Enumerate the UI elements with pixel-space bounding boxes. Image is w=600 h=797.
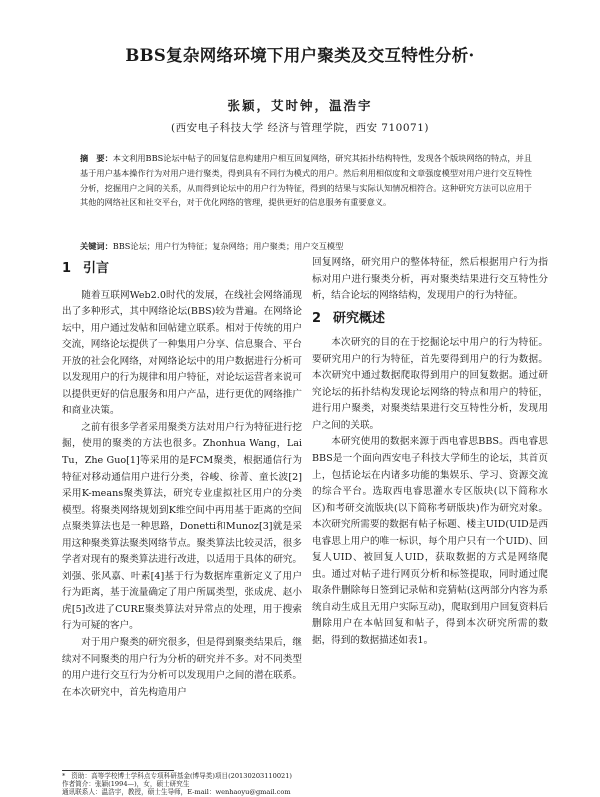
keywords-text: BBS论坛；用户行为特征；复杂网络；用户聚类；用户交互模型: [112, 241, 344, 251]
section-1-continued-paragraph: 回复网络，研究用户的整体特征，然后根据用户行为指标对用户进行聚类分析，再对聚类结果进行交互特性分析，结合论坛的网络结构，发现用户的行为特征。: [312, 257, 548, 302]
footnotes: [62, 772, 542, 797]
footnote-star-icon: *: [62, 772, 66, 780]
section-1-paragraph: 之前有很多学者采用聚类方法对用户行为特征进行挖掘，使用的聚类的方法也很多。Zhonhua Wang，Lai Tu，Zhe Guo[1]等采用的是FCM聚类，根据通信行为特征对移动通信用户进行分类，谷峻、徐菁、童长波[2]采用K-means聚类算法，研究专业虚拟社区用户的分类模型。将聚类网络规划到K维空间中再用基于距离的空间点聚类算法也是一种思路，Donetti和Munoz[3]就是采用这种聚类算法聚类网络节点。聚类算法比较灵活，很多学者对现有的聚类算法进行改进，以适用于具体的研究。刘强、张风嘉、叶素[4]基于行为数据库重新定义了用户行为距离，基于流量确定了用户所属类型，张成虎、赵小虎[5]改进了CURE聚类算法对异常点的处理，用于搜索行为可疑的客户。: [62, 421, 302, 632]
section-2-heading: [312, 311, 548, 328]
section-1-heading: [62, 261, 302, 278]
section-1-number: 1: [62, 261, 72, 276]
author-list: 张颖，艾时钟，温浩宇: [227, 98, 373, 113]
section-1-paragraph: 对于用户聚类的研究很多，但是得到聚类结果后，继续对不同聚类的用户行为分析的研究并不多。对不同类型的用户进行交互行为分析可以发现用户之间的潜在联系。在本次研究中，首先构造用户: [62, 637, 302, 698]
section-2-title: 研究概述: [333, 310, 386, 326]
paper-title: BBS复杂网络环境下用户聚类及交互特性分析·: [125, 46, 475, 65]
section-2-paragraph: 本次研究的目的在于挖掘论坛中用户的行为特征。要研究用户的行为特征，首先要得到用户的行为数据。本次研究中通过数据爬取得到用户的回复数据。通过研究论坛的拓扑结构发现论坛网络的特点和用户的特征，进行用户聚类，对聚类结果进行交互特性分析，发现用户之间的关联。: [312, 337, 548, 431]
abstract-label: 摘 要：: [80, 153, 113, 163]
right-column: [312, 255, 548, 650]
abstract-text: 本文利用BBS论坛中帖子的回复信息构建用户相互回复网络，研究其拓扑结构特性，发现各个版块网络的特点，并且基于用户基本操作行为对用户进行聚类，得到具有不同行为模式的用户。然后利用相似度和文章强度模型对用户进行交互特性分析，挖掘用户之间的关系，从而得到论坛中的用户行为特征，得到的结果与实际认知情况相符合。这种研究方法可以应用于其他的网络社区和社交平台，对于优化网络的管理，提供更好的信息服务有重要意义。: [80, 153, 532, 208]
section-2-number: 2: [312, 310, 322, 326]
section-1-paragraph: 随着互联网Web2.0时代的发展，在线社会网络涌现出了多种形式，其中网络论坛(BBS)较为普遍。在网络论坛中，用户通过发帖和回帖建立联系。相对于传统的用户交流，网络论坛提供了一种集用户分享、信息聚合、平台开放的社会化网络，对网络论坛中的用户数据进行分析可以发现用户的行为规律和用户特征，对论坛运营者来说可以提供更好的信息服务和用户产品，进行更优的网络推广和商业决策。: [62, 289, 302, 417]
footnote-funding: * 资助：高等学校博士学科点专项科研基金(博导类)项目(20130203110021): [62, 772, 292, 780]
footnote-contact: 通讯联系人：温浩宇，教授，硕士生导师，E-mail：wenhaoyu@gmail.com: [62, 788, 291, 797]
keywords: [80, 239, 532, 253]
section-2-paragraph: 本研究使用的数据来源于西电睿思BBS。西电睿思BBS是一个面向西安电子科技大学师生的论坛，其首页上，包括论坛在内诸多功能的集娱乐、学习、资源交流的综合平台。选取西电睿思灌水专区版块(以下简称水区)和考研交流版块(以下简称考研版块)作为研究对象。本次研究所需要的数据有帖子标题、楼主UID(UID是西电睿思上用户的唯一标识，每个用户只有一个UID)、回复人UID、被回复人UID，获取数据的方式是网络爬虫。通过对帖子进行网页分析和标签提取，同时通过爬取条件删除每日签到记录帖和竞猜帖(这两部分内容为系统自动生成且无用户实际互动)，爬取到用户回复资料后删除用户在本帖回复和帖子，得到本次研究所需的数据，得到的数据描述如表1。: [312, 436, 548, 647]
left-column: [62, 255, 302, 701]
abstract: [80, 151, 532, 210]
affiliation: (西安电子科技大学 经济与管理学院，西安 710071): [171, 122, 429, 134]
section-1-title: 引言: [83, 261, 110, 276]
footnote-author-bio: 作者简介：张颖(1994—)，女，硕士研究生: [62, 780, 190, 789]
keywords-label: 关键词：: [80, 241, 113, 251]
footnote-divider: [62, 770, 174, 771]
